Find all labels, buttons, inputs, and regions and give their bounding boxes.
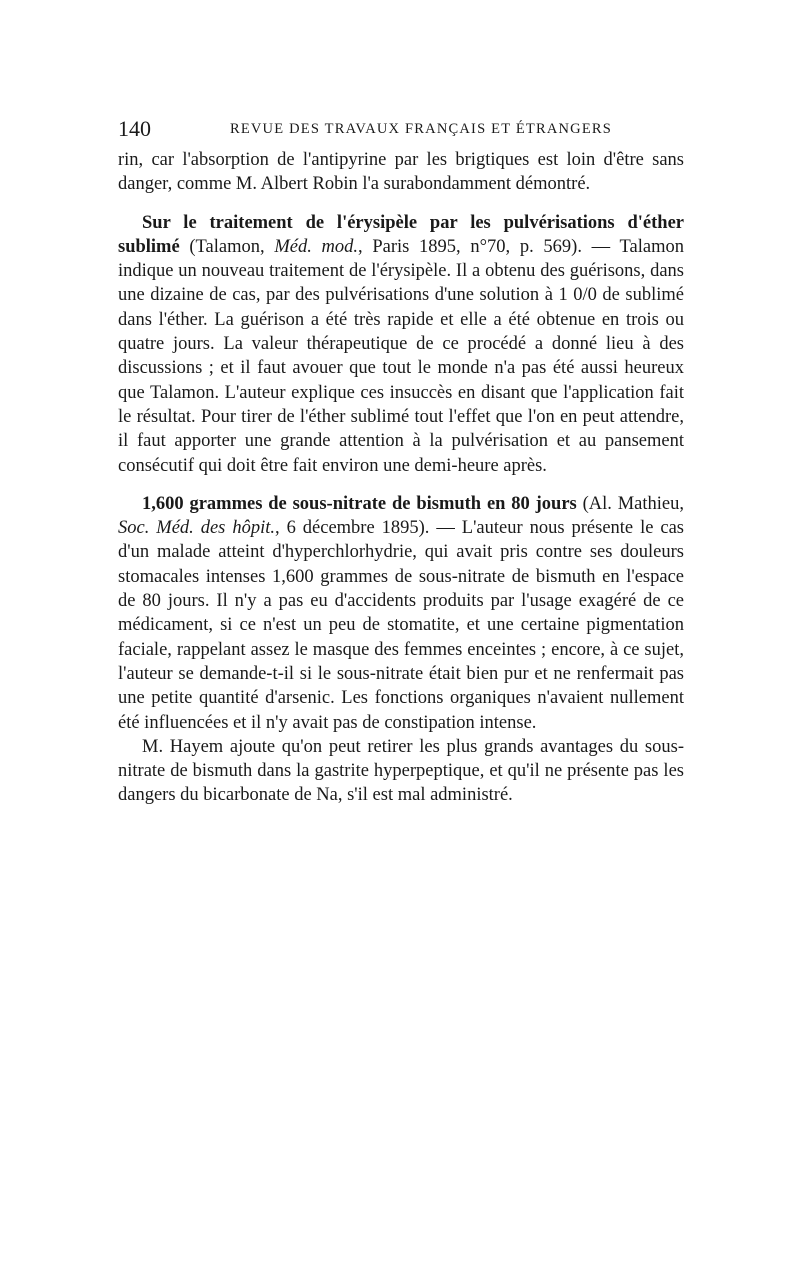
- page-header: [118, 114, 684, 144]
- page-body: [118, 148, 684, 808]
- citation-prefix: (Al. Mathieu,: [576, 493, 685, 514]
- page-number: 140: [118, 116, 151, 141]
- citation-suffix: , 6 décembre 1895).: [275, 518, 430, 539]
- citation-journal: Soc. Méd. des hôpit.: [118, 518, 275, 539]
- citation-suffix: , Paris 1895, n°70, p. 569).: [358, 236, 582, 257]
- article-bismuth-continued: M. Hayem ajoute qu'on peut retirer les plus grands avantages du sous-nitrate de bismuth dans la gastrite hyperpeptique, et qu'il ne présente pas les dangers du bicarbonate de Na, s'il est mal administré.: [118, 736, 684, 806]
- article-text: — L'auteur nous présente le cas d'un malade atteint d'hyperchlorhydrie, qui avait pris contre ses douleurs stomacales intenses 1,600 grammes de sous-nitrate de bismuth en l'espace de 80 jours. Il n'y a pas eu d'accidents produits par l'usage exagéré de ce médicament, si ce n'est un peu de stomatite, et une certaine pigmentation faciale, rappelant assez le masque des femmes enceintes ; encore, à ce sujet, l'auteur se demande-t-il si le sous-nitrate était bien pur et ne renfermait pas une petite quantité d'arsenic. Les fonctions organiques n'avaient nullement été influencées et il n'y avait pas de constipation intense.: [118, 518, 684, 733]
- citation-journal: Méd. mod.: [274, 236, 359, 257]
- citation-prefix: (Talamon,: [179, 236, 275, 257]
- continuation-paragraph: rin, car l'absorption de l'antipyrine par les brigtiques est loin d'être sans danger, comme M. Albert Robin l'a surabondamment démontré.: [118, 150, 684, 195]
- article-heading: Sur le traitement de l'érysipèle par les pulvérisations d'éther sublimé: [118, 212, 684, 257]
- article-heading: 1,600 grammes de sous-nitrate de bismuth en 80 jours: [142, 493, 577, 514]
- article-erysipele: [118, 211, 684, 478]
- running-head: REVUE DES TRAVAUX FRANÇAIS ET ÉTRANGERS: [229, 121, 613, 137]
- article-text: — Talamon indique un nouveau traitement de l'érysipèle. Il a obtenu des guérisons, dans une dizaine de cas, par des pulvérisations d'une solution à 1 0/0 de sublimé dans l'éther. La guérison a été très rapide et elle a été obtenue en trois ou quatre jours. La valeur thérapeutique de ce procédé a donné lieu à des discussions ; et il faut avouer que tout le monde n'a pas été aussi heureux que Talamon. L'auteur explique ces insuccès en disant que l'application fait le résultat. Pour tirer de l'éther sublimé tout l'effet que l'on en peut attendre, il faut apporter une grande attention à la pulvérisation et au pansement consécutif qui doit être fait environ une demi-heure après.: [118, 236, 684, 476]
- article-bismuth: [118, 492, 684, 735]
